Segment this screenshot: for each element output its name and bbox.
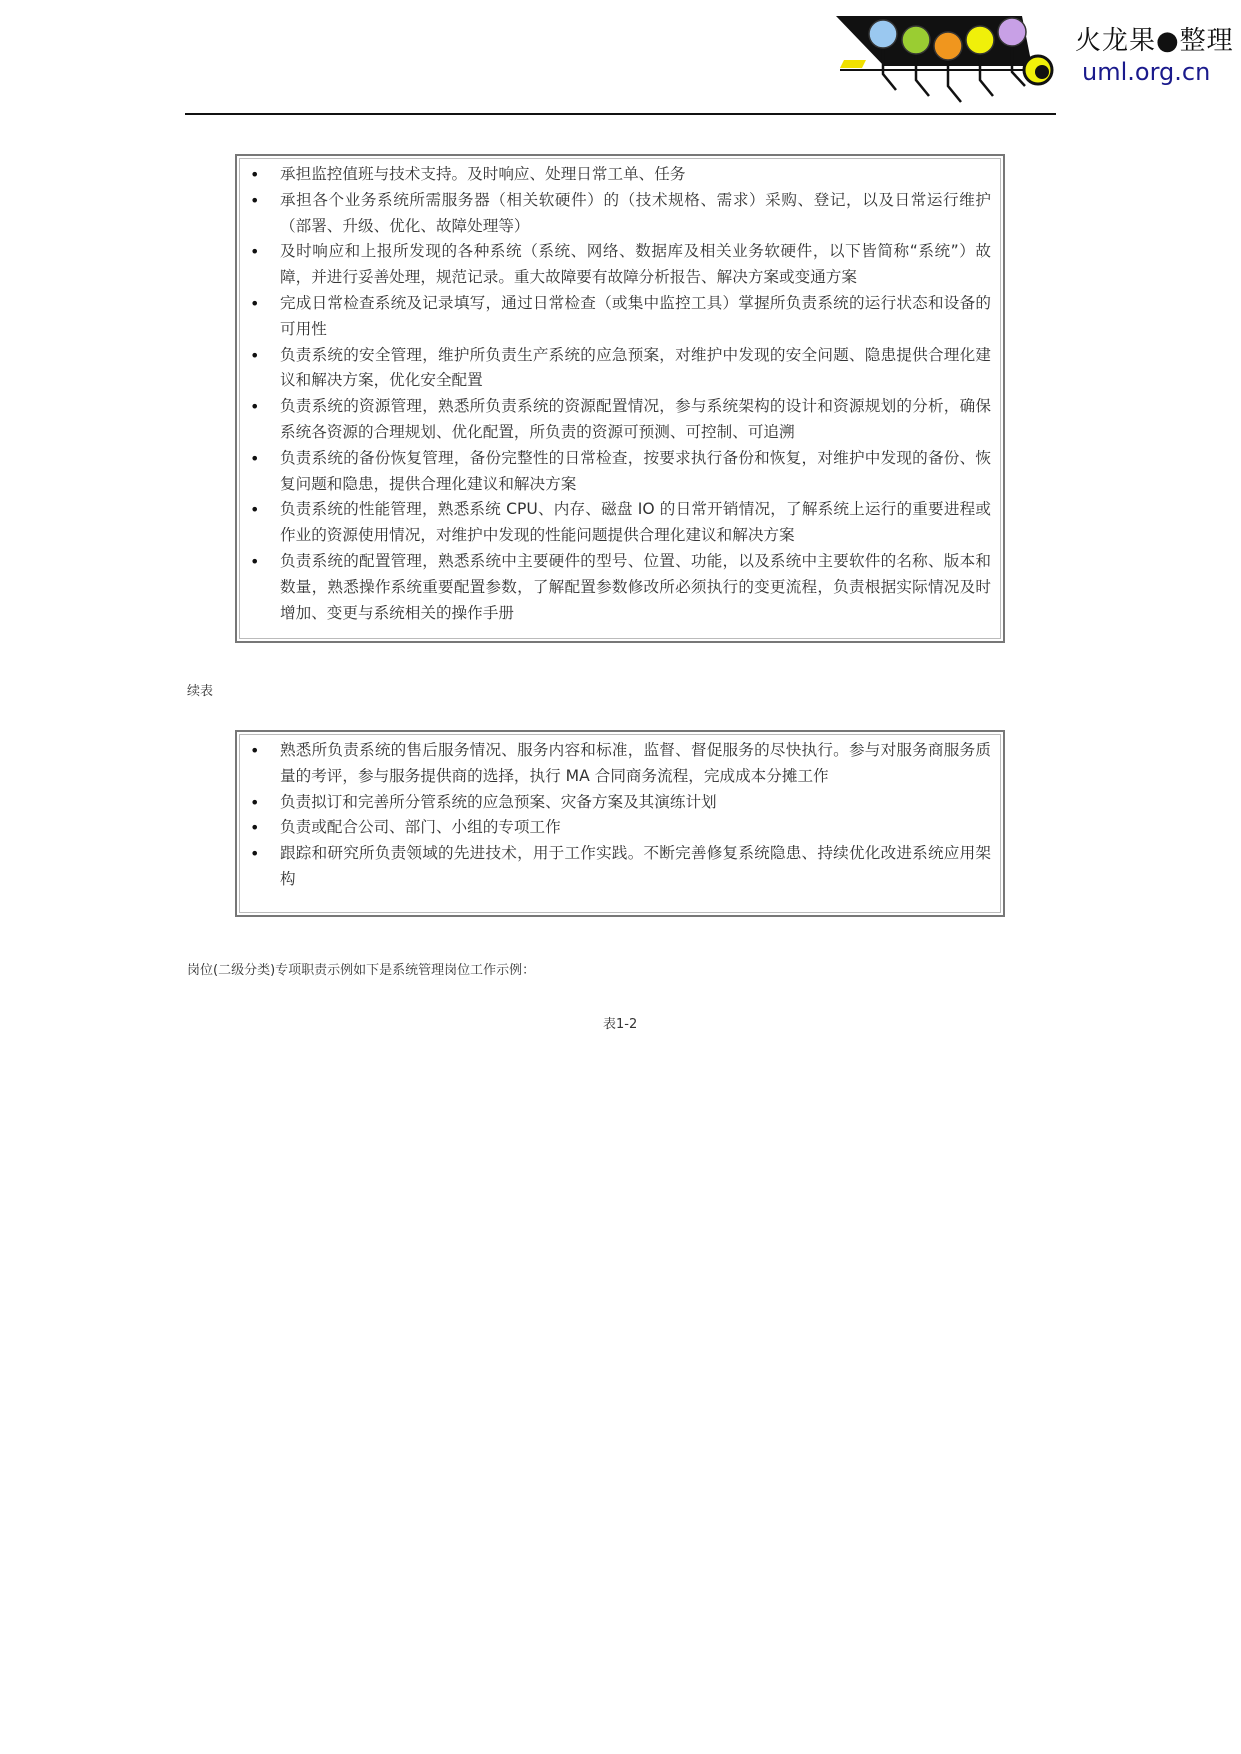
duty-text: 跟踪和研究所负责领域的先进技术，用于工作实践。不断完善修复系统隐患、持续优化改进系统应用架构 [280,844,991,888]
duty-text: 负责系统的性能管理，熟悉系统 CPU、内存、磁盘 IO 的日常开销情况，了解系统上运行的重要进程或作业的资源使用情况，对维护中发现的性能问题提供合理化建议和解决方案 [280,500,991,545]
continued-label: 续表 [187,684,214,699]
brand-url: uml.org.cn [1082,58,1211,86]
duty-text: 及时响应和上报所发现的各种系统（系统、网络、数据库及相关业务软硬件，以下皆简称“系统”）故障，并进行妥善处理，规范记录。重大故障要有故障分析报告、解决方案或变通方案 [280,242,991,287]
logo-circle-green [902,26,930,54]
duty-table-1 [235,154,1005,643]
brand-name: 火龙果●整理 [1075,26,1234,56]
bullet-icon: • [250,242,260,262]
duty-table-2 [235,730,1005,917]
logo-circle-yellow [966,26,994,54]
header-divider [185,113,1056,115]
duty-item [247,239,991,291]
duty-item [247,162,991,188]
bullet-icon: • [250,818,260,838]
duty-item [247,790,991,816]
duty-text: 承担各个业务系统所需服务器（相关软硬件）的（技术规格、需求）采购、登记，以及日常运行维护（部署、升级、优化、故障处理等） [280,190,991,235]
logo-graphic [836,14,1058,104]
duty-item [247,549,991,626]
table-label: 表1-2 [603,1017,638,1032]
bullet-icon: • [250,345,260,365]
duty-item [247,497,991,549]
duty-text: 负责系统的安全管理，维护所负责生产系统的应急预案，对维护中发现的安全问题、隐患提供合理化建议和解决方案，优化安全配置 [280,345,991,390]
duty-text: 负责或配合公司、部门、小组的专项工作 [280,818,561,837]
duty-text: 负责系统的配置管理，熟悉系统中主要硬件的型号、位置、功能，以及系统中主要软件的名称、版本和数量，熟悉操作系统重要配置参数，了解配置参数修改所必须执行的变更流程，负责根据实际情况及时增加、变更与系统相关的操作手册 [280,551,991,622]
duty-text: 完成日常检查系统及记录填写，通过日常检查（或集中监控工具）掌握所负责系统的运行状态和设备的可用性 [280,293,991,338]
duty-item [247,394,991,446]
duty-item [247,446,991,498]
bullet-icon: • [250,741,260,760]
bullet-icon: • [250,500,260,520]
logo-circle-orange [934,32,962,60]
bullet-icon: • [250,792,260,812]
duty-list-2 [247,738,991,893]
duty-item [247,815,991,841]
bullet-icon: • [250,551,260,571]
intro-text: 岗位(二级分类)专项职责示例如下是系统管理岗位工作示例： [187,963,536,978]
bullet-icon: • [250,448,260,468]
bullet-icon: • [250,397,260,417]
bullet-icon: • [250,190,260,210]
duty-list-1 [247,162,991,626]
duty-text: 负责系统的资源管理，熟悉所负责系统的资源配置情况，参与系统架构的设计和资源规划的分析，确保系统各资源的合理规划、优化配置，所负责的资源可预测、可控制、可追溯 [280,397,991,441]
duty-item [247,188,991,240]
bullet-icon: • [250,293,260,313]
duty-item [247,841,991,893]
duty-item [247,738,991,790]
bullet-icon: • [250,165,260,184]
logo-circle-purple [998,18,1026,46]
duty-text: 负责系统的备份恢复管理，备份完整性的日常检查，按要求执行备份和恢复，对维护中发现的备份、恢复问题和隐患，提供合理化建议和解决方案 [280,448,991,493]
bullet-icon: • [250,844,260,864]
logo-circle-blue [869,20,897,48]
duty-text: 承担监控值班与技术支持。及时响应、处理日常工单、任务 [280,165,686,183]
duty-text: 熟悉所负责系统的售后服务情况、服务内容和标准，监督、督促服务的尽快执行。参与对服务商服务质量的考评，参与服务提供商的选择，执行 MA 合同商务流程，完成成本分摊工作 [280,741,991,785]
duty-item [247,343,991,395]
duty-item [247,291,991,343]
duty-text: 负责拟订和完善所分管系统的应急预案、灾备方案及其演练计划 [280,792,717,811]
